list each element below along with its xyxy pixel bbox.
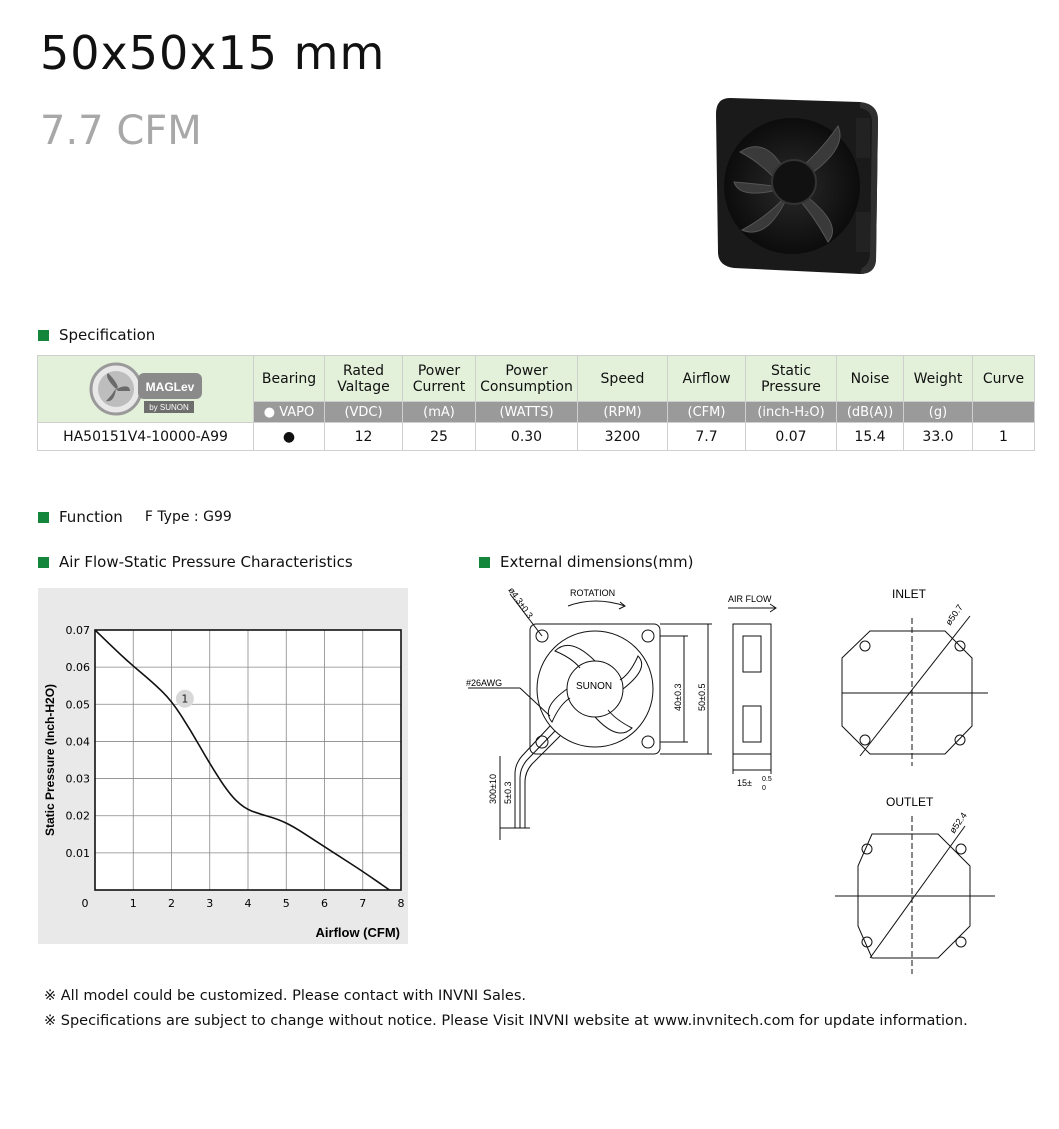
y-tick-label: 0.03 (65, 772, 90, 786)
logo-brand-text: MAGLev (145, 380, 194, 394)
website-link[interactable]: www.invnitech (653, 1013, 759, 1029)
x-tick-label: 5 (282, 897, 290, 910)
col-bearing: Bearing (254, 356, 325, 402)
note-spec-change: ※ Specifications are subject to change without notice. Please Visit INVNI website at www.invnitech.com for update information. (44, 1013, 968, 1029)
x-axis-label: Airflow (CFM) (315, 925, 400, 940)
x-tick-label: 2 (168, 897, 175, 910)
table-cell: 3200 (578, 423, 668, 451)
outlet-view (835, 816, 995, 974)
unit-cell: (CFM) (668, 402, 746, 423)
col-airflow: Airflow (668, 356, 746, 402)
chart-heading: Air Flow-Static Pressure Characteristics (38, 553, 353, 571)
col-rated-voltage: Rated Valtage (325, 356, 403, 402)
table-cell: 7.7 (668, 423, 746, 451)
wire-gauge-label: #26AWG (466, 678, 503, 688)
col-noise: Noise (837, 356, 904, 402)
col-weight: Weight (904, 356, 973, 402)
hole-dim-label: ø4.3±0.3 (506, 585, 535, 621)
unit-cell: (mA) (403, 402, 476, 423)
y-tick-label: 0.05 (65, 698, 90, 712)
airflow-label: AIR FLOW (728, 594, 772, 604)
rotation-label: ROTATION (570, 588, 616, 598)
table-cell: 25 (403, 423, 476, 451)
inlet-label: INLET (892, 587, 927, 601)
thickness-lower-tol: 0 (762, 785, 766, 792)
dim-50-label: 50±0.5 (697, 683, 707, 711)
airflow-subtitle: 7.7 CFM (40, 108, 202, 154)
section-bullet-icon (38, 330, 49, 341)
table-cell: 0.07 (746, 423, 837, 451)
unit-cell: (inch-H₂O) (746, 402, 837, 423)
x-tick-label: 3 (206, 897, 214, 910)
table-cell: 15.4 (837, 423, 904, 451)
x-tick-label: 7 (359, 897, 367, 910)
side-view (728, 604, 776, 774)
table-cell: 12 (325, 423, 403, 451)
table-cell: 0.30 (476, 423, 578, 451)
section-bullet-icon (38, 512, 49, 523)
pq-chart-panel (38, 588, 408, 944)
dimensions-drawing (460, 576, 1000, 986)
lead-length-label: 300±10 (488, 774, 498, 804)
y-tick-label: 0.06 (65, 661, 90, 675)
x-tick-label: 1 (129, 897, 137, 910)
x-tick-label: 8 (397, 897, 405, 910)
x-tick-label: 6 (321, 897, 328, 910)
col-speed: Speed (578, 356, 668, 402)
table-row (38, 423, 1035, 451)
dimensions-heading: External dimensions(mm) (479, 553, 693, 571)
table-cell: 33.0 (904, 423, 973, 451)
unit-cell: (WATTS) (476, 402, 578, 423)
table-cell: ● (254, 423, 325, 451)
note-customization: ※ All model could be customized. Please contact with INVNI Sales. (44, 988, 526, 1004)
unit-cell: (RPM) (578, 402, 668, 423)
function-heading: Function F Type : G99 (38, 508, 232, 526)
pq-chart (38, 588, 408, 944)
y-tick-label: 0.07 (65, 624, 90, 637)
brand-label: SUNON (576, 681, 613, 692)
col-static-pressure: Static Pressure (746, 356, 837, 402)
table-cell: 1 (973, 423, 1035, 451)
section-bullet-icon (479, 557, 490, 568)
section-bullet-icon (38, 557, 49, 568)
unit-cell (973, 402, 1035, 423)
thickness-label: 15± (737, 778, 752, 788)
outlet-dia-label: ø52.4 (947, 810, 969, 836)
thickness-upper-tol: 0.5 (762, 776, 772, 783)
unit-cell: (g) (904, 402, 973, 423)
function-type: F Type : G99 (144, 509, 232, 525)
footnotes (44, 984, 968, 1034)
outlet-label: OUTLET (886, 795, 934, 809)
y-tick-label: 0.04 (65, 735, 90, 749)
col-curve: Curve (973, 356, 1035, 402)
unit-cell: ● VAPO (254, 402, 325, 423)
dim-40-label: 40±0.3 (673, 683, 683, 711)
fan-product-image (710, 92, 884, 278)
inlet-view (842, 616, 988, 766)
curve-annotation-label: 1 (181, 692, 189, 706)
model-number: HA50151V4-10000-A99 (38, 423, 254, 451)
unit-cell: (dB(A)) (837, 402, 904, 423)
specification-heading: Specification (38, 326, 155, 344)
lead-strip-label: 5±0.3 (503, 781, 513, 804)
logo-sub-text: by SUNON (148, 403, 189, 412)
y-tick-label: 0.01 (65, 846, 90, 860)
specification-table (37, 355, 1035, 451)
inlet-dia-label: ø50.7 (943, 602, 965, 628)
y-axis-label: Static Pressure (Inch-H2O) (43, 683, 57, 837)
col-power-consumption: Power Consumption (476, 356, 578, 402)
col-power-current: Power Current (403, 356, 476, 402)
unit-cell: (VDC) (325, 402, 403, 423)
maglev-logo (38, 356, 254, 423)
x-tick-label: 4 (244, 897, 252, 910)
x-tick-label: 0 (81, 897, 89, 910)
page-title: 50x50x15 mm (40, 26, 386, 80)
y-tick-label: 0.02 (65, 809, 90, 823)
